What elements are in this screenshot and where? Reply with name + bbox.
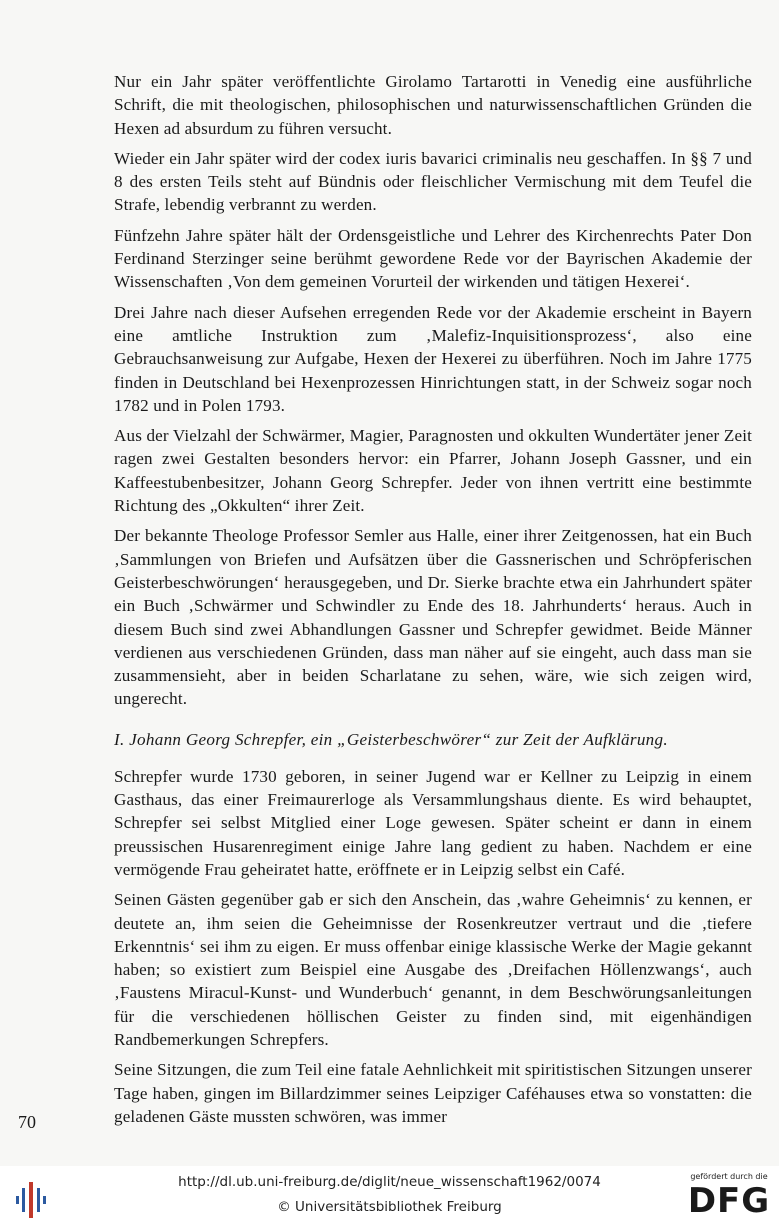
paragraph-9: Seine Sitzungen, die zum Teil eine fatale Aehnlichkeit mit spiritistischen Sitzungen unserer Tage haben, gingen im Billardzimmer seines Leipziger Caféhauses etwa so vonstatten: die geladenen Gäste mussten schwören, was immer xyxy=(114,1060,752,1126)
footer-copyright: © Universitätsbibliothek Freiburg xyxy=(277,1199,502,1215)
paragraph-2: Wieder ein Jahr später wird der codex iuris bavarici criminalis neu geschaffen. In §§ 7 und 8 des ersten Teils steht auf Bündnis oder fleischlicher Vermischung mit dem Teufel die Strafe, lebendig verbrannt zu werden. xyxy=(114,148,752,215)
text-block xyxy=(114,70,752,1135)
dfg-funded-label: gefördert durch die xyxy=(690,1172,768,1181)
paragraph-7: Schrepfer wurde 1730 geboren, in seiner Jugend war er Kellner zu Leipzig in einem Gasthaus, das einer Freimaurerloge als Versammlungshaus diente. Es wird behauptet, Schrepfer sei selbst Mitglied einer Loge gewesen. Später scheint er dann in einem preussischen Husarenregiment einige Jahre lang gedient zu haben. Nachdem er eine vermögende Frau geheiratet hatte, eröffnete er in Leipzig selbst ein Café. xyxy=(114,766,752,879)
footer-bar xyxy=(0,1166,779,1226)
paragraph-5: Aus der Vielzahl der Schwärmer, Magier, Paragnosten und okkulten Wundertäter jener Zeit ragen zwei Gestalten besonders hervor: ein Pfarrer, Johann Joseph Gassner, und ein Kaffeestubenbesitzer, Johann Georg Schrepfer. Jeder von ihnen vertritt eine bestimmte Richtung des „Okkulten“ ihrer Zeit. xyxy=(114,426,752,516)
paragraph-3: Fünfzehn Jahre später hält der Ordensgeistliche und Lehrer des Kirchenrechts Pater Don Ferdinand Sterzinger seine berühmt gewordene Rede vor der Bayrischen Akademie der Wissenschaften ‚Von dem gemeinen Vorurteil der wirkenden und tätigen Hexerei‘. xyxy=(114,225,752,292)
page-number: 70 xyxy=(18,1112,36,1132)
paragraph-6: Der bekannte Theologe Professor Semler aus Halle, einer ihrer Zeitgenossen, hat ein Buch ‚Sammlungen von Briefen und Aufsätzen über die Gassnerischen und Schröpferischen Geisterbeschwörungen‘ herausgegeben, und Dr. Sierke brachte etwa ein Jahrhundert später ein Buch ‚Schwärmer und Schwindler zu Ende des 18. Jahrhunderts‘ heraus. Auch in diesem Buch sind zwei Abhandlungen Gassner und Schrepfer gewidmet. Beide Männer verdienen aus verschiedenen Gründen, dass man näher auf sie eingeht, auch dass man sie zusammensieht, aber in beiden Scharlatane zu sehen, wäre, wie sich zeigen wird, ungerecht. xyxy=(114,526,752,709)
dfg-logo[interactable] xyxy=(687,1172,771,1220)
paragraph-4: Drei Jahre nach dieser Aufsehen erregenden Rede vor der Akademie erscheint in Bayern eine amtliche Instruktion zum ‚Malefiz-Inquisitionsprozess‘, also eine Gebrauchsanweisung zur Aufgabe, Hexen der Hexerei zu überführen. Noch im Jahre 1775 finden in Deutschland bei Hexenprozessen Hinrichtungen statt, in der Schweiz sogar noch 1782 und in Polen 1793. xyxy=(114,302,752,415)
footer-url-link[interactable]: http://dl.ub.uni-freiburg.de/diglit/neue_wissenschaft1962/0074 xyxy=(178,1174,601,1190)
dfg-wordmark: DFG xyxy=(687,1181,771,1221)
paragraph-8: Seinen Gästen gegenüber gab er sich den Anschein, das ‚wahre Geheimnis‘ zu kennen, er deutete an, ihm seien die Geheimnisse der Rosenkreutzer vertraut und die ‚tiefere Erkenntnis‘ sei ihm zu eigen. Er muss offenbar einige klassische Werke der Magie gekannt haben; so existiert zum Beispiel eine Ausgabe des ‚Dreifachen Höllenzwangs‘, auch ‚Faustens Miracul-Kunst- und Wunderbuch‘ genannt, in dem Beschwörungsanleitungen für die verschiedenen höllischen Geister zu finden sind, mit eigenhändigen Randbemerkungen Schrepfers. xyxy=(114,890,752,1049)
paragraph-1: Nur ein Jahr später veröffentlichte Girolamo Tartarotti in Venedig eine ausführliche Schrift, die mit theologischen, philosophischen und naturwissenschaftlichen Gründen die Hexen ad absurdum zu führen versucht. xyxy=(114,72,752,138)
section-heading: I. Johann Georg Schrepfer, ein „Geisterbeschwörer“ zur Zeit der Aufklärung. xyxy=(114,729,668,749)
